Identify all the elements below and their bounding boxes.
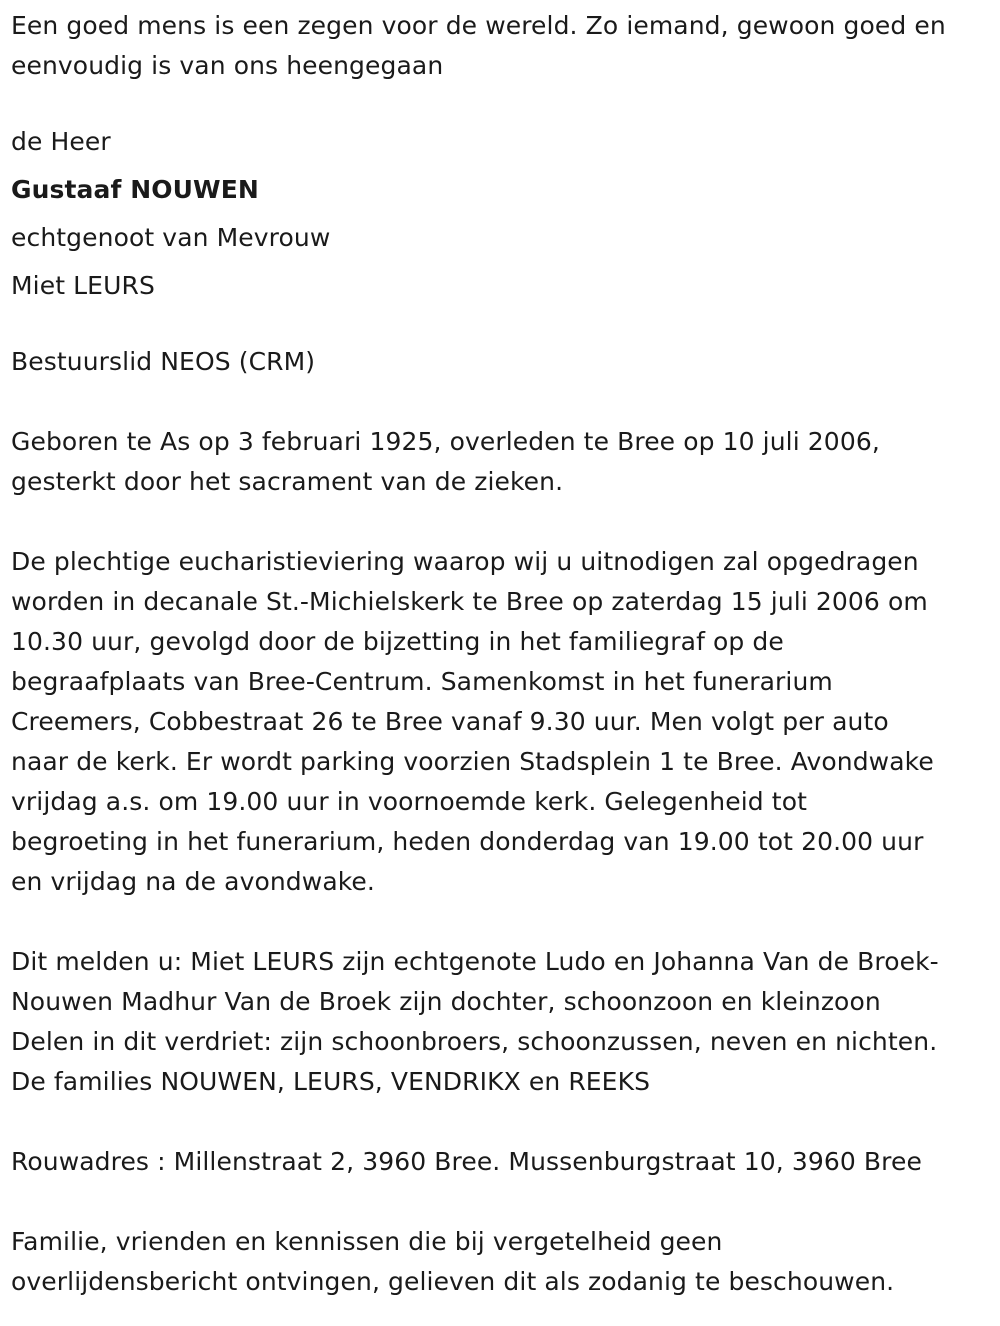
announcement-text: Dit melden u: Miet LEURS zijn echtgenote Ludo en Johanna Van de Broek- Nouwen Madhur Van de Broek zijn dochter, schoonzoon en kleinzoon Delen in dit verdriet: zijn schoonbroers, schoonzussen, neven en nichten. De families NOUWEN, LEURS, VENDRIKX en REEKS (11, 947, 939, 1096)
role-text: Bestuurslid NEOS (CRM) (11, 347, 316, 376)
closing-text: Familie, vrienden en kennissen die bij vergetelheid geen overlijdensbericht ontvingen, gelieven dit als zodanig te beschouwen. (11, 1227, 895, 1296)
obituary-notice (11, 6, 996, 1302)
deceased-name: Gustaaf NOUWEN (11, 175, 259, 204)
salutation: de Heer (11, 127, 111, 156)
address-text: Rouwadres : Millenstraat 2, 3960 Bree. Mussenburgstraat 10, 3960 Bree (11, 1147, 922, 1176)
spouse-name: Miet LEURS (11, 271, 155, 300)
intro-text: Een goed mens is een zegen voor de wereld. Zo iemand, gewoon goed en eenvoudig is van ons heengegaan (11, 11, 946, 80)
ceremony-text: De plechtige eucharistieviering waarop wij u uitnodigen zal opgedragen worden in decanale St.-Michielskerk te Bree op zaterdag 15 juli 2006 om 10.30 uur, gevolgd door de bijzetting in het familiegraf op de begraafplaats van Bree-Centrum. Samenkomst in het funerarium Creemers, Cobbestraat 26 te Bree vanaf 9.30 uur. Men volgt per auto naar de kerk. Er wordt parking voorzien Stadsplein 1 te Bree. Avondwake vrijdag a.s. om 19.00 uur in voornoemde kerk. Gelegenheid tot begroeting in het funerarium, heden donderdag van 19.00 tot 20.00 uur en vrijdag na de avondwake. (11, 547, 934, 896)
spouse-relation: echtgenoot van Mevrouw (11, 223, 331, 252)
birth-death-text: Geboren te As op 3 februari 1925, overleden te Bree op 10 juli 2006, gesterkt door het sacrament van de zieken. (11, 427, 880, 496)
